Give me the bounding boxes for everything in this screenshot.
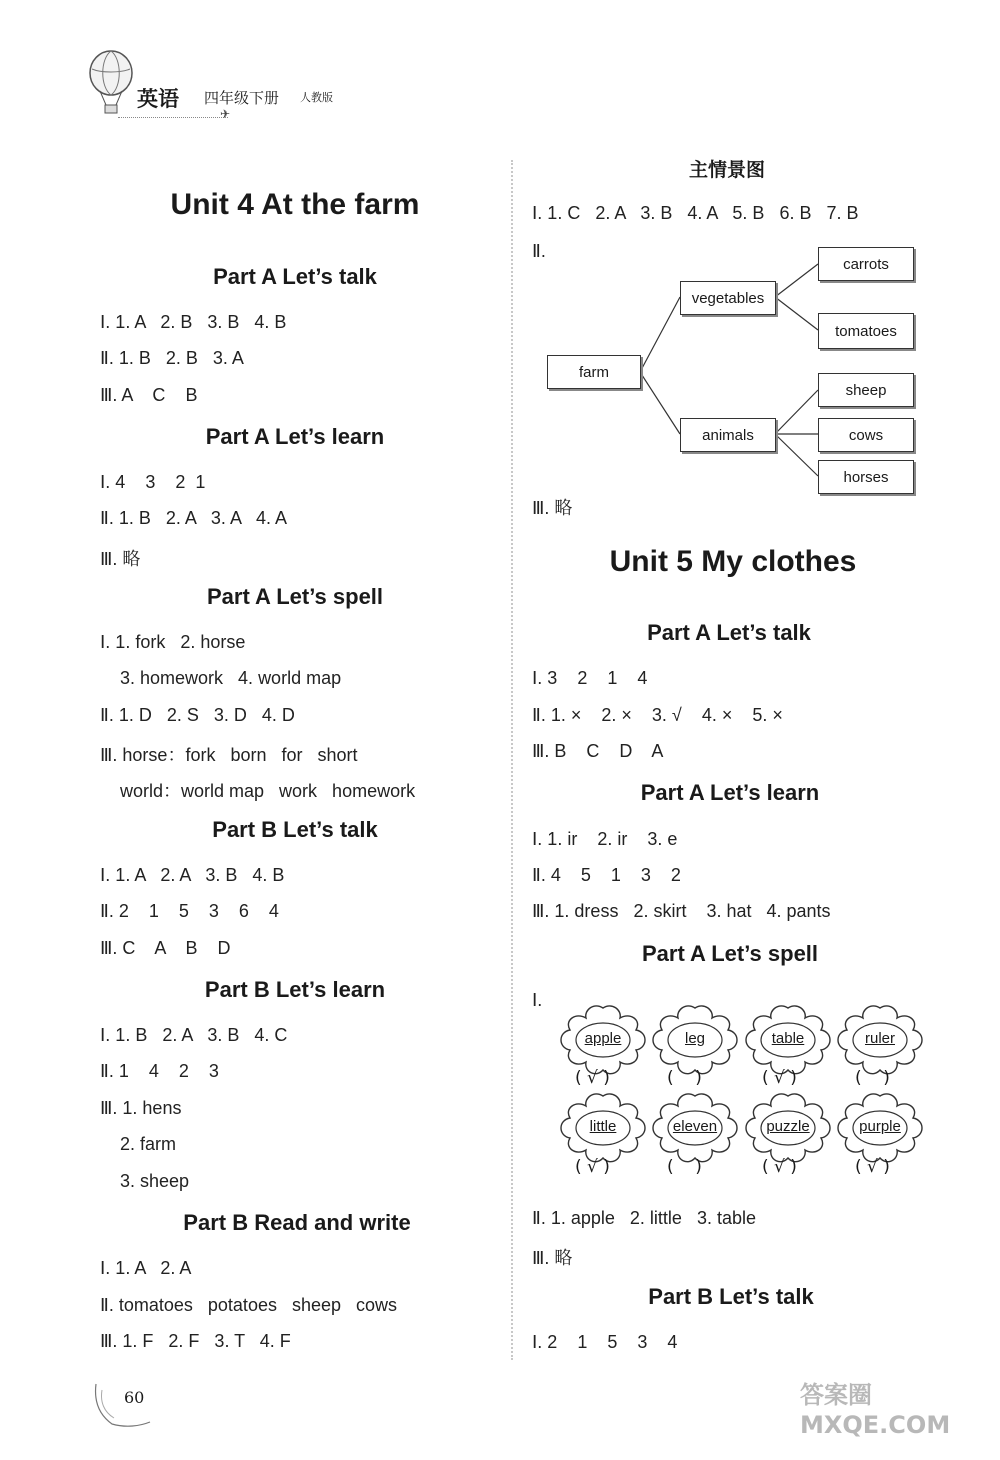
- section-title: Part B Read and write: [183, 1210, 411, 1235]
- answer-line: Ⅲ. 略: [100, 549, 141, 569]
- answer-line: 3. homework 4. world map: [100, 668, 342, 688]
- flower-word: puzzle: [766, 1118, 810, 1135]
- flower-word: leg: [684, 1030, 706, 1047]
- flower-word-card: [745, 1092, 831, 1162]
- flower-word: purple: [859, 1118, 901, 1135]
- answer-line: Ⅱ. tomatoes potatoes sheep cows: [100, 1295, 398, 1315]
- section-title: Part A Let’s learn: [205, 424, 385, 449]
- paper-plane-icon: ✈: [220, 107, 231, 121]
- flower-word-card: [560, 1004, 646, 1074]
- section-title: Part B Let’s talk: [212, 817, 378, 842]
- answer-line: Ⅲ. A C B: [100, 385, 198, 405]
- answer-line: Ⅰ. 1. B 2. A 3. B 4. C: [100, 1025, 288, 1045]
- check-mark: ( √ ): [575, 1157, 610, 1177]
- answer-line: Ⅱ. 2 1 5 3 6 4: [100, 901, 279, 921]
- tree-node-leaf: carrots: [818, 247, 914, 281]
- tree-node-leaf: tomatoes: [818, 313, 914, 349]
- unit-5-title: Unit 5 My clothes: [609, 545, 857, 578]
- tree-node-leaf: sheep: [818, 373, 914, 407]
- check-mark: ( √ ): [855, 1157, 890, 1177]
- tree-node-leaf: horses: [818, 460, 914, 494]
- check-mark: ( ): [667, 1068, 702, 1088]
- watermark-url: MXQE.COM: [800, 1411, 951, 1439]
- answer-line: Ⅱ. 1. B 2. A 3. A 4. A: [100, 508, 287, 528]
- flower-word-card: [837, 1092, 923, 1162]
- flower-word: little: [589, 1118, 617, 1135]
- scene-title: 主情景图: [688, 159, 766, 181]
- subject-label: 英语: [137, 86, 179, 111]
- flower-word-card: [652, 1004, 738, 1074]
- flower-word-card: [560, 1092, 646, 1162]
- check-mark: ( ): [855, 1068, 890, 1088]
- section-title: Part A Let’s talk: [647, 620, 811, 645]
- flower-word-card: [837, 1004, 923, 1074]
- tree-node-root: farm: [547, 355, 641, 389]
- answer-line: Ⅱ. 1. D 2. S 3. D 4. D: [100, 705, 295, 725]
- answer-line: 3. sheep: [100, 1171, 190, 1191]
- answer-line: Ⅲ. 1. F 2. F 3. T 4. F: [100, 1331, 291, 1351]
- tree-node-branch: vegetables: [680, 281, 776, 315]
- answer-line: Ⅲ. 略: [532, 498, 573, 518]
- answer-line: Ⅱ. 1. B 2. B 3. A: [100, 348, 244, 368]
- check-mark: ( √ ): [575, 1068, 610, 1088]
- answer-line: Ⅰ. 1. C 2. A 3. B 4. A 5. B 6. B 7. B: [532, 203, 859, 223]
- flower-word: eleven: [672, 1118, 718, 1135]
- answer-line: world：world map work homework: [100, 781, 416, 801]
- check-mark: ( √ ): [762, 1068, 797, 1088]
- answer-line: Ⅰ. 1. ir 2. ir 3. e: [532, 829, 678, 849]
- site-watermark: [800, 1380, 950, 1440]
- page-number: 60: [124, 1388, 145, 1407]
- flower-word: ruler: [864, 1030, 895, 1047]
- answer-line: Ⅲ. 1. dress 2. skirt 3. hat 4. pants: [532, 901, 831, 921]
- answer-line: Ⅲ. C A B D: [100, 938, 231, 958]
- flower-word-card: [652, 1092, 738, 1162]
- answer-line: Ⅱ.: [532, 241, 546, 261]
- flower-word-card: [745, 1004, 831, 1074]
- check-mark: ( ): [667, 1157, 702, 1177]
- section-title: Part B Let’s talk: [648, 1284, 814, 1309]
- answer-line: Ⅰ. 4 3 2 1: [100, 472, 206, 492]
- section-title: Part A Let’s spell: [641, 941, 819, 966]
- answer-line: Ⅰ. 1. A 2. A 3. B 4. B: [100, 865, 285, 885]
- answer-line: Ⅰ. 3 2 1 4: [532, 668, 648, 688]
- check-mark: ( √ ): [762, 1157, 797, 1177]
- edition-label: 人教版: [300, 91, 333, 104]
- watermark-cn: 答案圈: [800, 1381, 872, 1409]
- answer-line: Ⅰ.: [532, 990, 543, 1010]
- section-title: Part B Let’s learn: [204, 977, 386, 1002]
- answer-line: Ⅰ. 2 1 5 3 4: [532, 1332, 678, 1352]
- answer-line: Ⅱ. 4 5 1 3 2: [532, 865, 681, 885]
- grade-label: 四年级下册: [204, 89, 280, 107]
- answer-line: Ⅰ. 1. fork 2. horse: [100, 632, 246, 652]
- answer-line: Ⅲ. 略: [532, 1248, 573, 1268]
- section-title: Part A Let’s learn: [640, 780, 820, 805]
- answer-line: Ⅱ. 1 4 2 3: [100, 1061, 219, 1081]
- flower-word: apple: [584, 1030, 622, 1047]
- section-title: Part A Let’s spell: [206, 584, 384, 609]
- answer-line: Ⅲ. 1. hens: [100, 1098, 182, 1118]
- answer-line: Ⅲ. horse：fork born for short: [100, 745, 358, 765]
- tree-node-leaf: cows: [818, 418, 914, 452]
- answer-line: Ⅱ. 1. apple 2. little 3. table: [532, 1208, 756, 1228]
- tree-node-branch: animals: [680, 418, 776, 452]
- answer-line: Ⅱ. 1. × 2. × 3. √ 4. × 5. ×: [532, 705, 783, 725]
- answer-line: Ⅲ. B C D A: [532, 741, 664, 761]
- answer-line: Ⅰ. 1. A 2. B 3. B 4. B: [100, 312, 287, 332]
- answer-line: 2. farm: [100, 1134, 177, 1154]
- section-title: Part A Let’s talk: [213, 264, 377, 289]
- answer-line: Ⅰ. 1. A 2. A: [100, 1258, 192, 1278]
- flower-word: table: [771, 1030, 805, 1047]
- unit-4-title: Unit 4 At the farm: [170, 188, 420, 221]
